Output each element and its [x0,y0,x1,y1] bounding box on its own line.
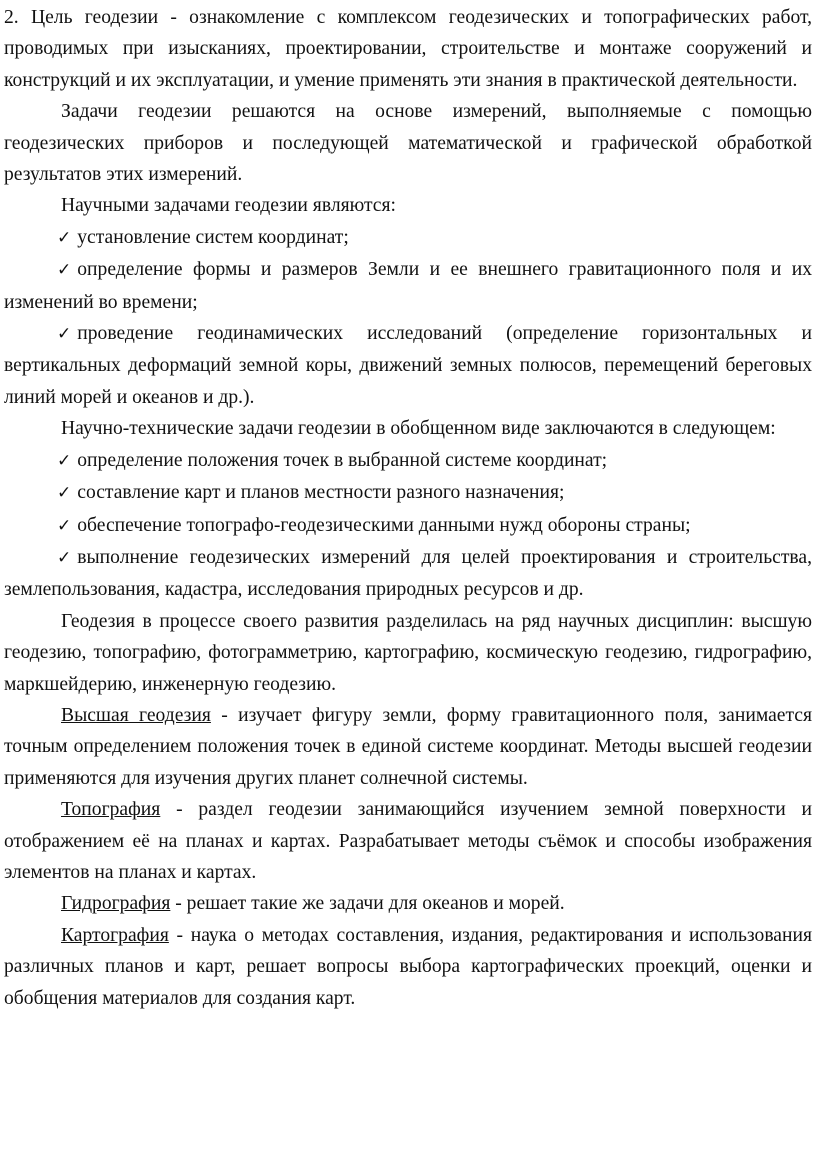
technical-item [4,445,812,477]
definition-text: - изучает фигуру земли, форму гравитационного поля, занимается точным определением положения точек в единой системе координат. Методы высшей геодезии применяются для изучения других планет солнечной системы. [4,704,813,789]
scientific-item [4,254,812,318]
scientific-item [4,318,812,413]
definition-text: - раздел геодезии занимающийся изучением земной поверхности и отображением её на планах и картах. Разрабатывает методы съёмок и способы изображения элементов на планах и картах. [4,799,812,883]
definition-term: Высшая геодезия [61,704,211,726]
purpose-paragraph: 2. Цель геодезии - ознакомление с комплексом геодезических и топографических работ, проводимых при изысканиях, проектировании, строительстве и монтаже сооружений и конструкций и их эксплуатации, и умение применять эти знания в практической деятельности. [4,7,812,91]
technical-item [4,542,812,606]
disciplines-paragraph: Геодезия в процессе своего развития разделилась на ряд научных дисциплин: высшую геодезию, топографию, фотограмметрию, картографию, космическую геодезию, гидрографию, маркшейдерию, инженерную геодезию. [4,610,812,695]
technical-intro: Научно-технические задачи геодезии в обобщенном виде заключаются в следующем: [61,418,776,440]
check-icon: ✓ [57,324,72,345]
definition-hydrography [4,888,812,919]
check-icon: ✓ [57,547,72,568]
scientific-intro: Научными задачами геодезии являются: [61,195,396,217]
technical-item-text: обеспечение топографо-геодезическими данными нужд обороны страны; [77,514,691,536]
check-icon: ✓ [57,227,72,248]
check-icon: ✓ [57,260,72,281]
check-icon: ✓ [57,515,72,536]
scientific-item-text: определение формы и размеров Земли и ее внешнего гравитационного поля и их изменений во времени; [4,259,812,313]
definition-cartography [4,920,812,1014]
definition-term: Гидрография [61,893,171,915]
scientific-item-text: проведение геодинамических исследований (определение горизонтальных и вертикальных деформаций земной коры, движений земных полюсов, перемещений береговых линий морей и океанов и др.). [4,323,812,408]
technical-item-text: составление карт и планов местности разного назначения; [77,482,565,504]
technical-item-text: выполнение геодезических измерений для целей проектирования и строительства, землепользования, кадастра, исследования природных ресурсов и др. [4,546,812,601]
definition-text: - наука о методах составления, издания, редактирования и использования различных планов и карт, решает вопросы выбора картографических проекций, оценки и обобщения материалов для создания карт. [4,924,812,1009]
scientific-item-text: установление систем координат; [77,226,349,248]
check-icon: ✓ [57,483,72,504]
definition-term: Картография [61,924,169,946]
check-icon: ✓ [57,450,72,471]
technical-item-text: определение положения точек в выбранной системе координат; [77,449,608,471]
technical-item [4,510,812,542]
technical-item [4,477,812,509]
definition-term: Топография [61,799,161,821]
definition-text: - решает такие же задачи для океанов и морей. [170,893,565,915]
tasks-paragraph: Задачи геодезии решаются на основе измерений, выполняемые с помощью геодезических приборов и последующей математической и графической обработкой результатов этих измерений. [4,101,812,186]
scientific-item [4,222,812,254]
definition-topography [4,794,812,888]
definition-higher-geodesy [4,700,812,794]
